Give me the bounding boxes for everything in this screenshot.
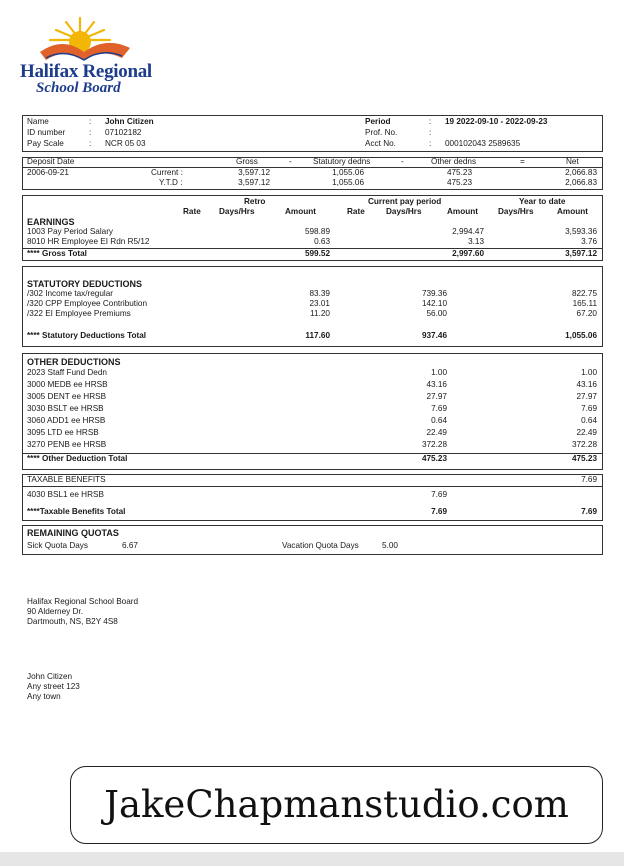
taxable-total-label: ****Taxable Benefits Total — [27, 507, 126, 516]
taxable-row: 4030 BSL1 ee HRSB — [27, 490, 104, 499]
quotas-title: REMAINING QUOTAS — [27, 528, 119, 538]
acct-no-value: 000102043 2589635 — [445, 139, 521, 148]
ytd-label: Y.T.D : — [159, 178, 183, 187]
ytd-header: Year to date — [519, 197, 566, 206]
employee-address: John Citizen Any street 123 Any town — [27, 672, 80, 701]
net-label: Net — [566, 157, 579, 166]
other-row: 3270 PENB ee HRSB — [27, 440, 107, 449]
other-row: 3000 MEDB ee HRSB — [27, 380, 108, 389]
vacation-quota-label: Vacation Quota Days — [282, 541, 359, 550]
sick-quota-label: Sick Quota Days — [27, 541, 88, 550]
other-deductions-section: OTHER DEDUCTIONS 2023 Staff Fund Dedn 1.00 1.00 3000 MEDB ee HRSB 43.16 43.16 3005 DENT ee HRSB 27.97 27.97 3030 BSLT ee HRSB 7.69 7.69 3060 ADD1 ee HRSB 0.64 0.64 3095 LTD ee HRSB 22.49 22.49 3270 PENB ee HRSB 372.28 372.28 **** Other Deduction Total 475.23 475.23 — [22, 353, 603, 470]
other-row: 3095 LTD ee HRSB — [27, 428, 99, 437]
statutory-dedns-label: Statutory dedns — [313, 157, 371, 166]
gross-label: Gross — [236, 157, 258, 166]
vacation-quota-value: 5.00 — [382, 541, 398, 550]
retro-header: Retro — [244, 197, 266, 206]
other-row: 3005 DENT ee HRSB — [27, 392, 107, 401]
acct-no-label: Acct No. — [365, 139, 396, 148]
remaining-quotas-section — [22, 525, 603, 555]
taxable-title: TAXABLE BENEFITS — [27, 475, 106, 484]
logo-text-line2: School Board — [36, 80, 121, 96]
page-bottom-edge — [0, 852, 624, 866]
statutory-row: /320 CPP Employee Contribution — [27, 299, 148, 308]
pay-scale-label: Pay Scale — [27, 139, 64, 148]
employer-address: Halifax Regional School Board 90 Alderney Dr. Dartmouth, NS, B2Y 4S8 — [27, 597, 139, 626]
employee-header: Name : John Citizen ID number : 07102182 Pay Scale : NCR 05 03 Period : 19 2022-09-10 - 2022-09-23 Prof. No. : Acct No. : 000102043 2589635 — [22, 115, 603, 152]
current-label: Current : — [151, 168, 183, 177]
deposit-summary: Deposit Date Gross - Statutory dedns - Other dedns = Net 2006-09-21 Current : 3,597.12 1,055.06 475.23 2,066.83 Y.T.D : 3,597.12 1,055.06 475.23 2,066.83 — [22, 157, 603, 190]
other-row: 3030 BSLT ee HRSB — [27, 404, 104, 413]
name-value: John Citizen — [105, 117, 154, 126]
deposit-date-label: Deposit Date — [27, 157, 75, 166]
watermark-banner: JakeChapmanstudio.com — [70, 766, 603, 844]
statutory-row: /322 EI Employee Premiums — [27, 309, 131, 318]
name-label: Name — [27, 117, 49, 126]
other-dedns-label: Other dedns — [431, 157, 477, 166]
prof-no-label: Prof. No. — [365, 128, 398, 137]
statutory-total-label: **** Statutory Deductions Total — [27, 331, 147, 340]
sick-quota-value: 6.67 — [122, 541, 138, 550]
logo-text-line1: Halifax Regional — [20, 61, 152, 82]
other-row: 2023 Staff Fund Dedn — [27, 368, 107, 377]
other-total-label: **** Other Deduction Total — [27, 454, 128, 463]
other-row: 3060 ADD1 ee HRSB — [27, 416, 106, 425]
gross-total-label: **** Gross Total — [27, 249, 87, 258]
taxable-benefits-section: TAXABLE BENEFITS 7.69 4030 BSL1 ee HRSB 7.69 ****Taxable Benefits Total 7.69 7.69 — [22, 474, 603, 521]
earnings-row: 8010 HR Employee EI Rdn R5/12 — [27, 237, 150, 246]
deposit-date-value: 2006-09-21 — [27, 168, 69, 177]
period-value: 19 2022-09-10 - 2022-09-23 — [445, 117, 548, 126]
current-period-header: Current pay period — [368, 197, 442, 206]
pay-scale-value: NCR 05 03 — [105, 139, 146, 148]
id-label: ID number — [27, 128, 66, 137]
period-label: Period — [365, 117, 391, 126]
earnings-section: Retro Current pay period Year to date Rate Days/Hrs Amount Rate Days/Hrs Amount Days/Hrs Amount EARNINGS 1003 Pay Period Salary 598.89 2,994.47 3,593.36 8010 HR Employee EI Rdn R5/12 0.63 3.13 3.76 **** Gross Total 599.52 2,997.60 3,597.12 — [22, 195, 603, 261]
earnings-title: EARNINGS — [27, 217, 75, 227]
statutory-title: STATUTORY DEDUCTIONS — [27, 279, 143, 289]
statutory-deductions-section: STATUTORY DEDUCTIONS /302 Income tax/regular 83.39 739.36 822.75 /320 CPP Employee Contribution 23.01 142.10 165.11 /322 EI Employee Premiums 11.20 56.00 67.20 **** Statutory Deductions Total 117.60 937.46 1,055.06 — [22, 266, 603, 347]
statutory-row: /302 Income tax/regular — [27, 289, 114, 298]
other-deductions-title: OTHER DEDUCTIONS — [27, 357, 121, 367]
id-value: 07102182 — [105, 128, 142, 137]
earnings-row: 1003 Pay Period Salary — [27, 227, 114, 236]
